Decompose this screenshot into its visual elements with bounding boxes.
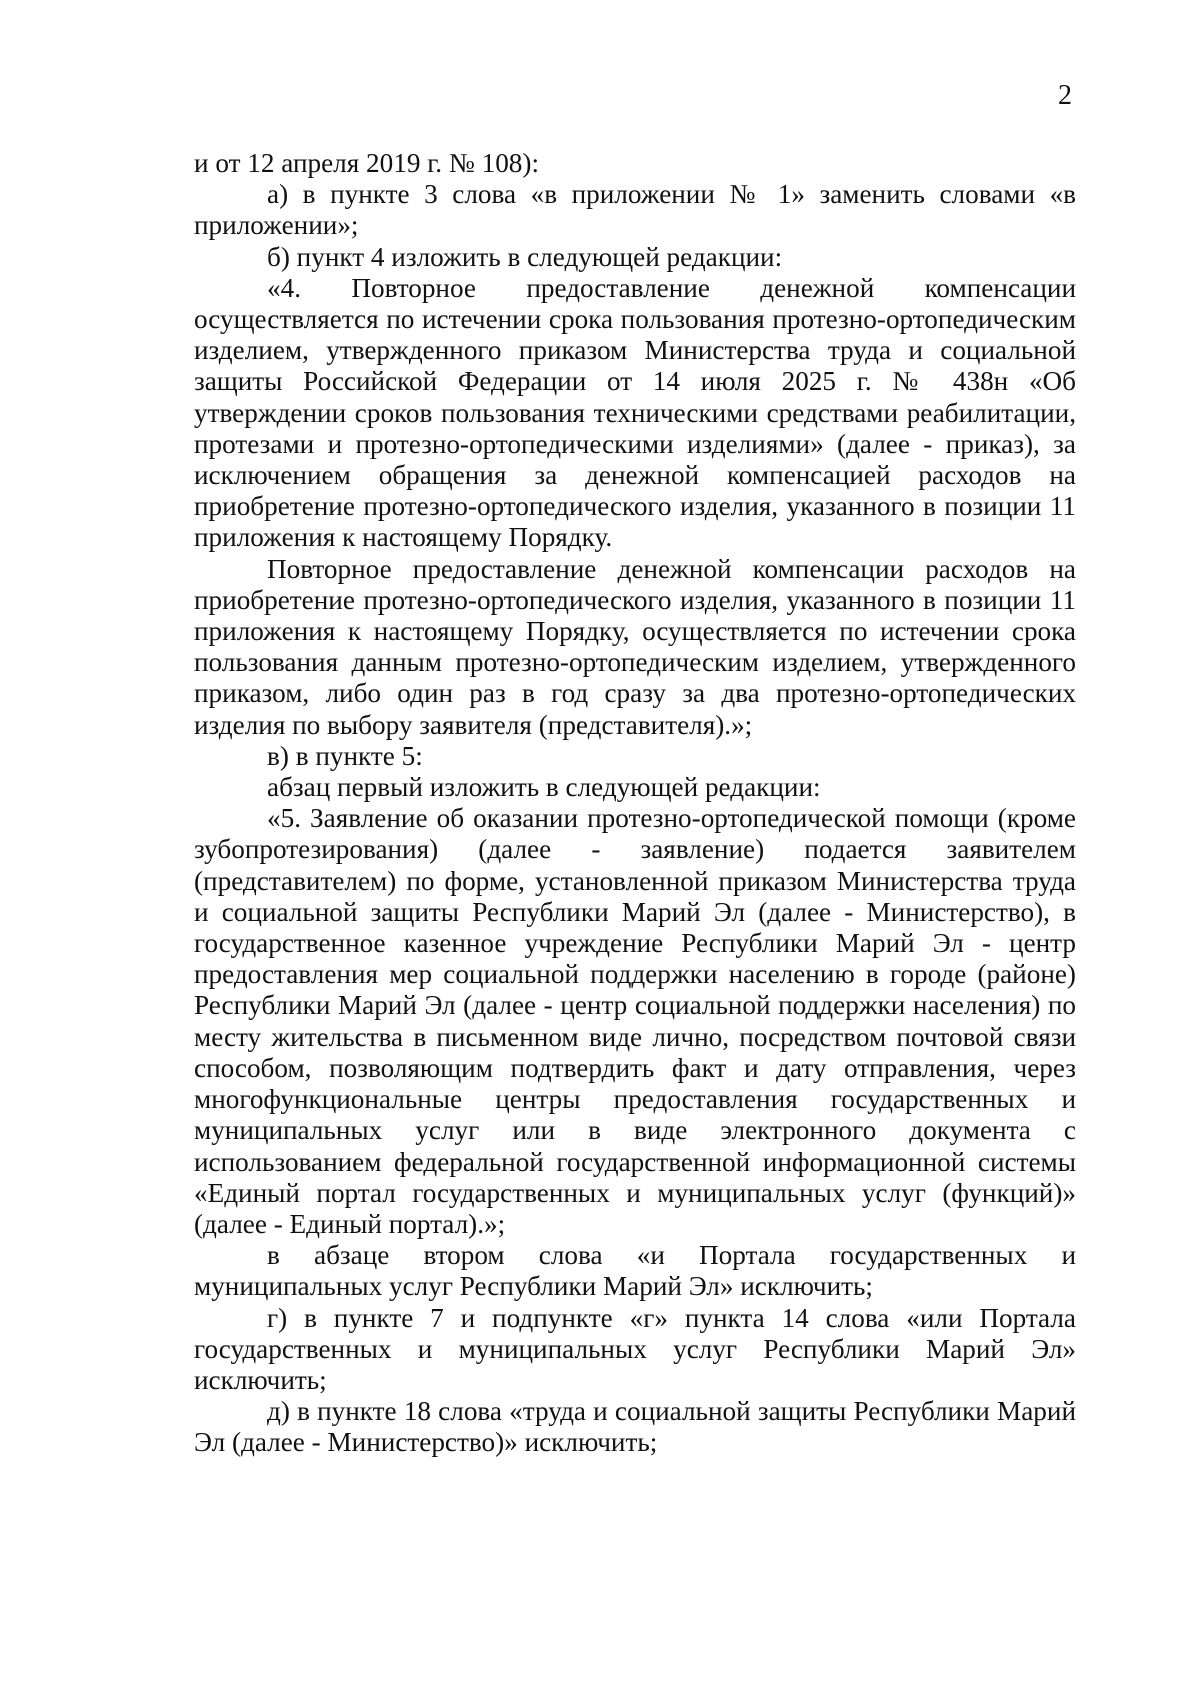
paragraph-item-d: д) в пункте 18 слова «труда и социальной защиты Республики Марий Эл (далее - Министерство)» исключить; (194, 1396, 1076, 1458)
page-number: 2 (1058, 80, 1072, 111)
paragraph-item-a: а) в пункте 3 слова «в приложении № 1» заменить словами «в приложении»; (194, 179, 1076, 241)
paragraph-point-4-repeat: Повторное предоставление денежной компенсации расходов на приобретение протезно-ортопедического изделия, указанного в позиции 11 приложения к настоящему Порядку, осуществляется по истечении срока пользования данным протезно-ортопедическим изделием, утвержденного приказом, либо один раз в год сразу за два протезно-ортопедических изделия по выбору заявителя (представителя).»; (194, 553, 1076, 740)
paragraph-point-4-text: «4. Повторное предоставление денежной компенсации осуществляется по истечении срока пользования протезно-ортопедическим изделием, утвержденного приказом Министерства труда и социальной защиты Российской Федерации от 14 июля 2025 г. № 438н «Об утверждении сроков пользования техническими средствами реабилитации, протезами и протезно-ортопедическими изделиями» (далее - приказ), за исключением обращения за денежной компенсацией расходов на приобретение протезно-ортопедического изделия, указанного в позиции 11 приложения к настоящему Порядку. (194, 272, 1076, 553)
paragraph-first-abzac: абзац первый изложить в следующей редакции: (267, 772, 821, 803)
paragraph-point-5-text: «5. Заявление об оказании протезно-ортопедической помощи (кроме зубопротезирования) (далее - заявление) подается заявителем (представителем) по форме, установленной приказом Министерства труда и социальной защиты Республики Марий Эл (далее - Министерство), в государственное казенное учреждение Республики Марий Эл - центр предоставления мер социальной поддержки населению в городе (районе) Республики Марий Эл (далее - центр социальной поддержки населения) по месту жительства в письменном виде лично, посредством почтовой связи способом, позволяющим подтвердить факт и дату отправления, через многофункциональные центры предоставления государственных и муниципальных услуг или в виде электронного документа с использованием федеральной государственной информационной системы «Единый портал государственных и муниципальных услуг (функций)» (далее - Единый портал).»; (194, 803, 1076, 1239)
paragraph-item-b: б) пункт 4 изложить в следующей редакции: (267, 241, 783, 272)
paragraph-intro: и от 12 апреля 2019 г. № 108): (194, 148, 540, 178)
paragraph-item-g: г) в пункте 7 и подпункте «г» пункта 14 слова «или Портала государственных и муниципальных услуг Республики Марий Эл» исключить; (194, 1302, 1076, 1395)
document-body (194, 148, 1076, 1459)
paragraph-second-abzac: в абзаце втором слова «и Портала государственных и муниципальных услуг Республики Марий Эл» исключить; (194, 1240, 1076, 1302)
paragraph-item-v: в) в пункте 5: (267, 740, 423, 771)
